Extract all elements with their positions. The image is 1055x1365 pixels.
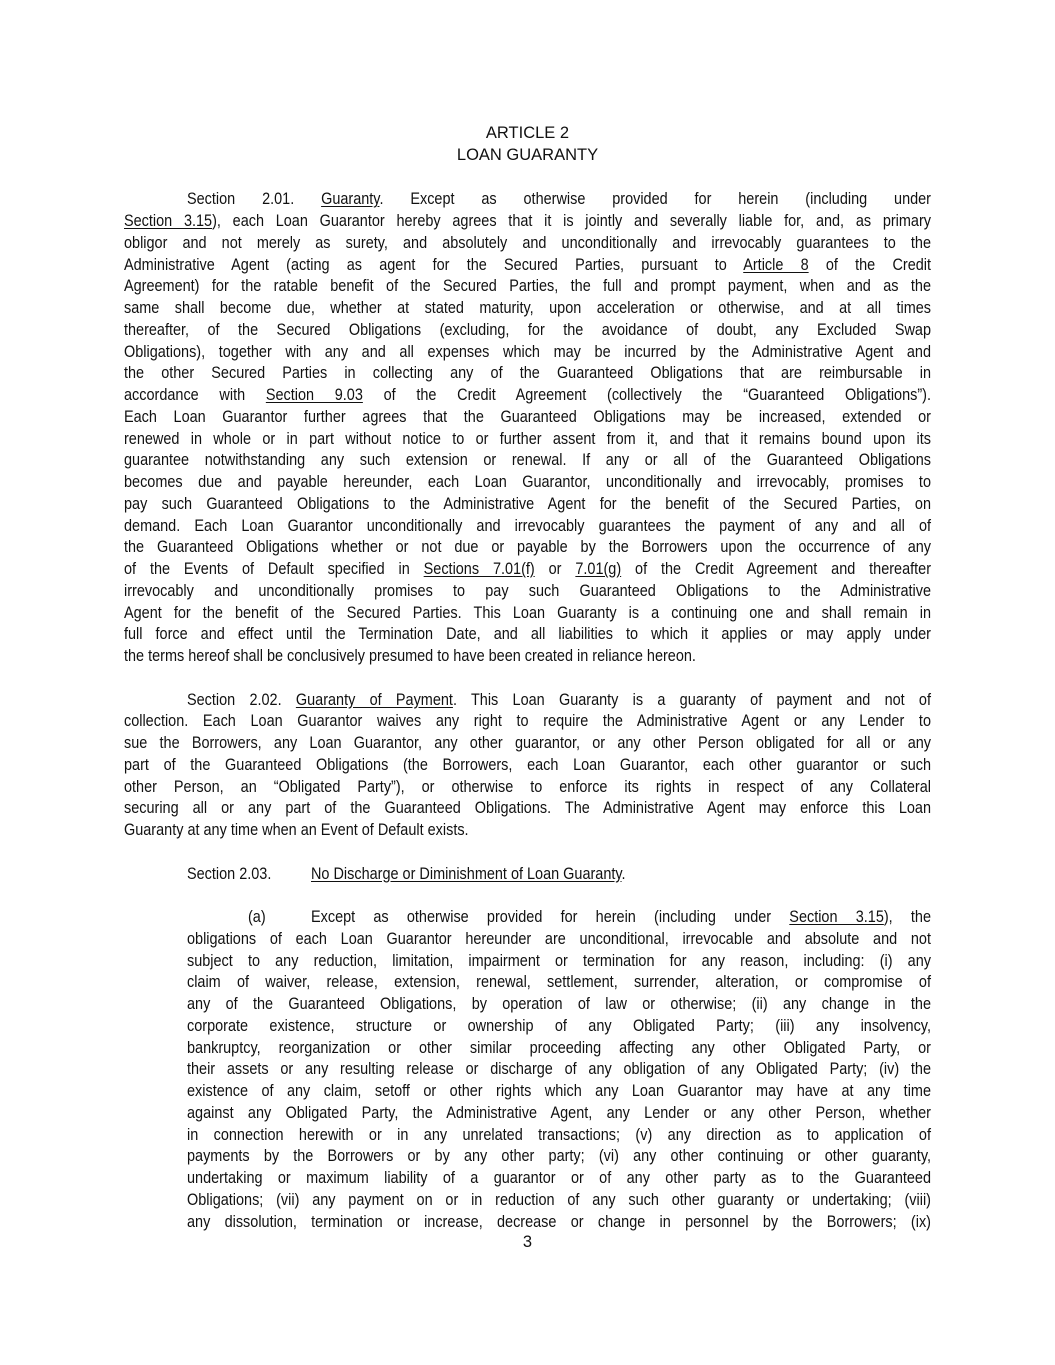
text-line [0, 754, 1055, 776]
text-line [0, 232, 1055, 254]
text-segment: Section 2.01. [187, 189, 322, 209]
line-text [124, 275, 931, 297]
text-line [0, 645, 1055, 667]
text-segment: ), the [883, 907, 931, 926]
text-line [0, 515, 1055, 537]
text-segment: Agreement) for the ratable benefit of the Secured Parties, the full and prompt payment, when and as the [124, 276, 931, 296]
line-text [124, 232, 931, 254]
section-2-02-paragraph [0, 689, 1055, 841]
text-segment: ), each Loan Guarantor hereby agrees that it is jointly and severally liable for, and, as primary [212, 211, 931, 230]
text-segment: guarantee notwithstanding any such extension or renewal. If any or all of the Guaranteed Obligations [124, 450, 931, 470]
section-title-wrap [311, 863, 626, 885]
text-line [0, 732, 1055, 754]
text-segment: pay such Guaranteed Obligations to the Administrative Agent for the benefit of the Secured Parties, on [124, 493, 931, 513]
text-segment: thereafter, of the Secured Obligations (excluding, for the avoidance of doubt, any Excluded Swap [124, 319, 931, 339]
text-segment: part of the Guaranteed Obligations (the Borrowers, each Loan Guarantor, each other guarantor or such [124, 754, 931, 774]
line-text [124, 406, 931, 428]
text-segment: of the Credit [808, 254, 931, 274]
text-segment: Each Loan Guarantor further agrees that the Guaranteed Obligations may be increased, extended or [124, 406, 931, 426]
line-text [187, 1124, 931, 1146]
line-text [124, 210, 931, 232]
text-segment: . Except as otherwise provided for herein (including under [379, 189, 931, 209]
text-line [0, 536, 1055, 558]
line-text [124, 732, 931, 754]
text-segment: irrevocably and unconditionally promises to pay such Guaranteed Obligations to the Administrative [124, 580, 931, 600]
text-segment: demand. Each Loan Guarantor unconditionally and irrevocably guarantees the payment of any and all of [124, 515, 931, 535]
line-text [124, 384, 931, 406]
section-2-01-paragraph [0, 188, 1055, 667]
text-segment: Guaranty at any time when an Event of Default exists. [124, 820, 469, 839]
text-line [0, 776, 1055, 798]
text-line [0, 471, 1055, 493]
text-line [0, 1145, 1055, 1167]
line-text [124, 536, 931, 558]
page-number: 3 [522, 1233, 533, 1252]
text-line [0, 1080, 1055, 1102]
text-line [0, 210, 1055, 232]
line-text [187, 188, 931, 210]
text-line [0, 319, 1055, 341]
text-line [0, 1037, 1055, 1059]
text-segment: undertaking or maximum liability of a guarantor or of any other party as to the Guaranteed [187, 1168, 931, 1187]
section-2-03-heading [0, 863, 1055, 885]
line-text [124, 515, 931, 537]
text-line [0, 819, 1055, 841]
document-page [0, 123, 1055, 1254]
text-segment: renewed in whole or in part without notice to or further assent from it, and that it remains bound upon its [124, 428, 931, 448]
text-segment: payments by the Borrowers or by any other party; (vi) any other continuing or other guaranty, [187, 1146, 931, 1166]
text-segment: other Person, an “Obligated Party”), or otherwise to enforce its rights in respect of any Collateral [124, 776, 931, 796]
cross-reference-link: Section 3.15 [789, 907, 884, 926]
cross-reference-link: Sections 7.01(f) [423, 559, 535, 578]
line-text [187, 1167, 931, 1189]
text-segment: sue the Borrowers, any Loan Guarantor, any other guarantor, or any other Person obligated for all or any [124, 733, 931, 752]
text-segment: subject to any reduction, limitation, impairment or termination for any reason, including: (i) any [187, 950, 931, 970]
text-segment: corporate existence, structure or ownership of any Obligated Party; (iii) any insolvency, [187, 1015, 931, 1035]
text-segment: the Guaranteed Obligations whether or not due or payable by the Borrowers upon the occurrence of any [124, 537, 931, 557]
line-text [124, 776, 931, 798]
text-segment: obligor and not merely as surety, and absolutely and unconditionally and irrevocably guarantees to the [124, 232, 931, 252]
text-segment: accordance with [124, 385, 266, 404]
line-text [124, 797, 931, 819]
blank-line [0, 167, 1055, 189]
line-text [124, 341, 931, 363]
text-line [0, 1102, 1055, 1124]
line-text [187, 971, 931, 993]
section-title-period: . [621, 863, 626, 883]
section-title: No Discharge or Diminishment of Loan Guaranty [311, 863, 622, 883]
text-line [0, 188, 1055, 210]
line-text [187, 1080, 931, 1102]
text-line [0, 362, 1055, 384]
line-text [187, 950, 931, 972]
text-line [0, 406, 1055, 428]
line-text [124, 819, 931, 841]
text-line [0, 1167, 1055, 1189]
line-text [187, 1145, 931, 1167]
text-segment: collection. Each Loan Guarantor waives any right to require the Administrative Agent or any Lender to [124, 711, 931, 731]
text-segment: claim of waiver, release, extension, renewal, settlement, surrender, alteration, or compromise of [187, 972, 931, 992]
line-text [124, 580, 931, 602]
text-segment: of the Credit Agreement and thereafter [621, 559, 932, 578]
text-segment: their assets or any resulting release or discharge of any obligation of any Obligated Party; (iv) the [187, 1059, 931, 1079]
line-text [187, 1015, 931, 1037]
text-line [0, 384, 1055, 406]
text-line [0, 449, 1055, 471]
line-text [311, 906, 931, 928]
line-text [124, 471, 931, 493]
text-segment: or [534, 559, 576, 578]
text-line [0, 797, 1055, 819]
text-segment: of the Events of Default specified in [124, 559, 424, 578]
text-segment: existence of any claim, setoff or other rights which any Loan Guarantor may have at any time [187, 1081, 931, 1100]
line-text [124, 710, 931, 732]
line-text [187, 1102, 931, 1124]
text-segment: . This Loan Guaranty is a guaranty of payment and not of [452, 689, 931, 709]
text-segment: the terms hereof shall be conclusively presumed to have been created in reliance hereon. [124, 646, 696, 665]
article-title: LOAN GUARANTY [456, 145, 599, 164]
text-segment: any of the Guaranteed Obligations, by operation of law or otherwise; (ii) any change in the [187, 994, 931, 1013]
text-line [0, 275, 1055, 297]
line-text [124, 645, 931, 667]
text-segment: same shall become due, whether at stated maturity, upon acceleration or otherwise, and at all times [124, 298, 931, 317]
text-line [0, 558, 1055, 580]
cross-reference-link: 7.01(g) [575, 559, 622, 578]
text-segment: any dissolution, termination or increase, decrease or change in personnel by the Borrowers; (ix) [187, 1211, 931, 1231]
text-segment: bankruptcy, reorganization or other similar proceeding affecting any other Obligated Party, or [187, 1037, 931, 1057]
text-segment: in connection herewith or in any unrelated transactions; (v) any direction as to application of [187, 1124, 931, 1144]
clause-a-paragraph [0, 906, 1055, 1232]
line-text [124, 493, 931, 515]
line-text [187, 928, 931, 950]
text-segment: Obligations; (vii) any payment on or in reduction of any such other guaranty or undertaking; (viii) [187, 1189, 931, 1209]
text-line [0, 928, 1055, 950]
text-line [0, 297, 1055, 319]
text-segment: Agent for the benefit of the Secured Parties. This Loan Guaranty is a continuing one and shall remain in [124, 602, 931, 622]
text-line [0, 1058, 1055, 1080]
text-line [0, 906, 1055, 928]
line-text [124, 449, 931, 471]
line-text [124, 254, 931, 276]
line-text [124, 297, 931, 319]
text-line [0, 493, 1055, 515]
text-segment: full force and effect until the Termination Date, and all liabilities to which it applies or may apply under [124, 624, 931, 644]
line-text [187, 1037, 931, 1059]
line-text [187, 993, 931, 1015]
text-line [0, 623, 1055, 645]
text-line [0, 1124, 1055, 1146]
text-segment: against any Obligated Party, the Administrative Agent, any Lender or any other Person, whether [187, 1102, 931, 1122]
text-line [0, 950, 1055, 972]
line-text [187, 1189, 931, 1211]
line-text [187, 689, 931, 711]
cross-reference-link: Guaranty of Payment [295, 689, 453, 709]
cross-reference-link: Article 8 [743, 254, 809, 274]
article-number: ARTICLE 2 [485, 124, 570, 142]
text-line [0, 602, 1055, 624]
text-line [0, 1211, 1055, 1233]
text-segment: becomes due and payable hereunder, each Loan Guarantor, unconditionally and irrevocably, promises to [124, 472, 931, 491]
text-line [0, 1015, 1055, 1037]
text-segment: obligations of each Loan Guarantor hereunder are unconditional, irrevocable and absolute and not [187, 928, 931, 948]
text-line [0, 710, 1055, 732]
line-text [124, 319, 931, 341]
line-text [124, 558, 931, 580]
text-segment: of the Credit Agreement (collectively the “Guaranteed Obligations”). [362, 385, 931, 404]
cross-reference-link: Section 3.15 [124, 211, 213, 230]
cross-reference-link: Guaranty [321, 189, 380, 209]
text-line [0, 1189, 1055, 1211]
section-label: Section 2.03. [187, 863, 272, 883]
blank-line [0, 841, 1055, 863]
line-text [124, 362, 931, 384]
blank-line [0, 884, 1055, 906]
text-line [0, 428, 1055, 450]
text-segment: Except as otherwise provided for herein (including under [311, 907, 790, 926]
line-text [187, 1211, 931, 1233]
line-text [124, 754, 931, 776]
clause-marker: (a) [248, 907, 266, 926]
text-segment: securing all or any part of the Guaranteed Obligations. The Administrative Agent may enforce this Loan [124, 798, 931, 818]
text-line [0, 254, 1055, 276]
line-text [187, 1058, 931, 1080]
line-text [124, 602, 931, 624]
text-segment: Section 2.02. [187, 689, 296, 709]
text-segment: Administrative Agent (acting as agent for the Secured Parties, pursuant to [124, 254, 744, 274]
line-text [124, 623, 931, 645]
text-line [0, 689, 1055, 711]
line-text [124, 428, 931, 450]
blank-line [0, 667, 1055, 689]
text-segment: Obligations), together with any and all expenses which may be incurred by the Administrative Agent and [124, 341, 931, 361]
cross-reference-link: Section 9.03 [265, 385, 363, 404]
text-line [0, 341, 1055, 363]
text-line [0, 580, 1055, 602]
text-segment: the other Secured Parties in collecting any of the Guaranteed Obligations that are reimbursable in [124, 363, 931, 383]
text-line [0, 971, 1055, 993]
text-line [0, 993, 1055, 1015]
